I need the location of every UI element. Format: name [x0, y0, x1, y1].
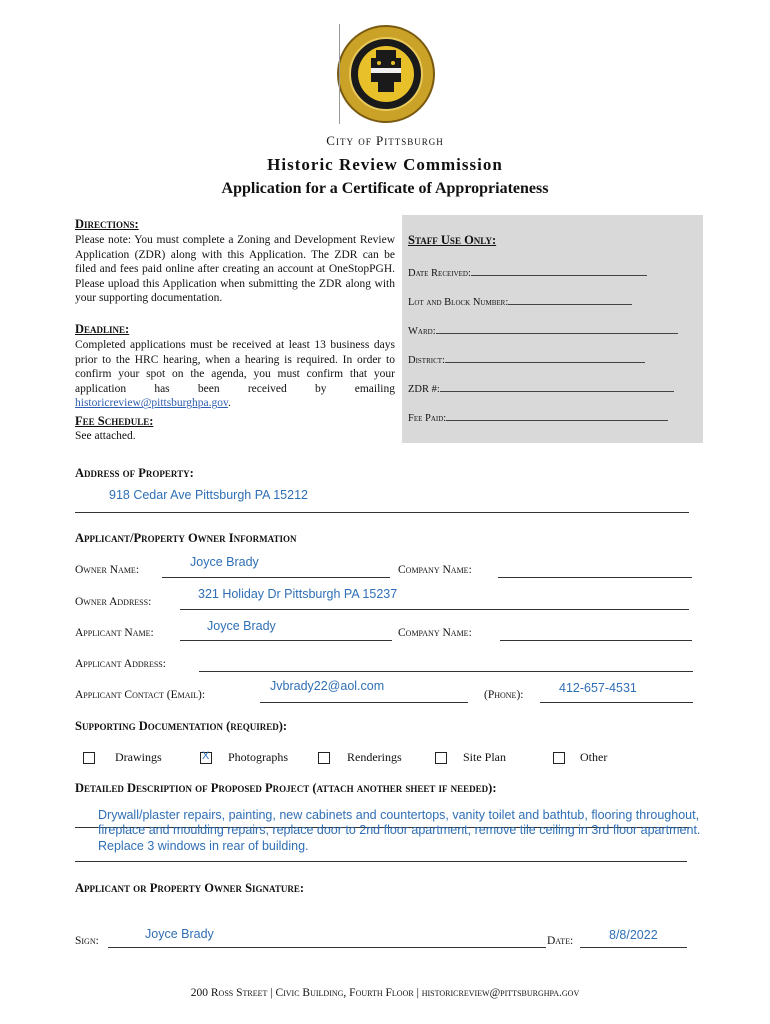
deadline-email-link[interactable]: historicreview@pittsburghpa.gov	[75, 397, 229, 410]
phone-label: (Phone):	[484, 689, 524, 701]
property-address-field[interactable]: 918 Cedar Ave Pittsburgh PA 15212	[109, 488, 308, 502]
deadline-text	[75, 338, 395, 411]
staff-use-box	[402, 215, 703, 443]
applicant-heading: Applicant/Property Owner Information	[75, 531, 297, 545]
applicant-address-line[interactable]	[199, 671, 693, 672]
other-checkbox[interactable]	[553, 752, 565, 764]
site-plan-label: Site Plan	[463, 750, 507, 764]
drawings-checkbox[interactable]	[83, 752, 95, 764]
description-heading: Detailed Description of Proposed Project (attach another sheet if needed):	[75, 781, 497, 795]
staff-date-received	[408, 265, 647, 279]
staff-lot-block	[408, 294, 632, 308]
renderings-checkbox[interactable]	[318, 752, 330, 764]
photographs-checkbox[interactable]	[200, 752, 212, 764]
contact-email-line	[260, 702, 468, 703]
sign-line	[108, 947, 546, 948]
owner-name-label: Owner Name:	[75, 564, 140, 576]
commission-title: Historic Review Commission	[267, 155, 503, 174]
owner-company-line[interactable]	[498, 577, 692, 578]
date-line	[580, 947, 687, 948]
form-title: Application for a Certificate of Appropriateness	[221, 180, 549, 197]
staff-use-heading: Staff Use Only:	[408, 233, 497, 247]
owner-address-line	[180, 609, 689, 610]
sign-field[interactable]: Joyce Brady	[145, 927, 214, 941]
owner-address-label: Owner Address:	[75, 596, 152, 608]
deadline-body: Completed applications must be received at least 13 business days prior to the HRC hearing, when a hearing is required. In order to confirm your spot on the agenda, you must confirm that your application has been received by emailing	[75, 339, 395, 395]
applicant-company-label: Company Name:	[398, 627, 472, 639]
staff-fee-paid	[408, 410, 668, 424]
staff-district-label: District:	[408, 355, 445, 366]
contact-email-label: Applicant Contact (Email):	[75, 689, 206, 701]
property-address-label: Address of Property:	[75, 466, 194, 480]
sign-label: Sign:	[75, 935, 99, 947]
fee-schedule-heading: Fee Schedule:	[75, 414, 154, 428]
contact-email-field[interactable]: Jvbrady22@aol.com	[270, 679, 385, 693]
phone-field[interactable]: 412-657-4531	[559, 681, 637, 695]
description-text-line-1[interactable]: Drywall/plaster repairs, painting, new cabinets and countertops, vanity toilet and bathtub, flooring throughout,	[98, 808, 700, 822]
staff-ward	[408, 323, 678, 337]
fee-schedule-text: See attached.	[75, 430, 136, 442]
staff-zdr-label: ZDR #:	[408, 384, 440, 395]
staff-zdr	[408, 381, 674, 395]
city-name: City of Pittsburgh	[326, 133, 444, 148]
directions-heading: Directions:	[75, 217, 139, 231]
applicant-name-field[interactable]: Joyce Brady	[207, 619, 276, 633]
site-plan-checkbox[interactable]	[435, 752, 447, 764]
seal-divider	[339, 24, 340, 124]
renderings-label: Renderings	[347, 750, 402, 764]
owner-name-field[interactable]: Joyce Brady	[190, 555, 259, 569]
description-text-line-2[interactable]: fireplace and moulding repairs, replace door to 2nd floor apartment, remove tile ceiling in 3rd floor apartment.	[98, 823, 701, 837]
deadline-end: .	[228, 397, 231, 410]
applicant-name-line	[180, 640, 392, 641]
staff-date-received-label: Date Received:	[408, 268, 471, 279]
owner-address-field[interactable]: 321 Holiday Dr Pittsburgh PA 15237	[198, 587, 398, 601]
signature-heading: Applicant or Property Owner Signature:	[75, 881, 305, 895]
city-seal	[336, 24, 436, 124]
photographs-label: Photographs	[228, 750, 288, 764]
other-label: Other	[580, 750, 608, 764]
staff-ward-label: Ward:	[408, 326, 436, 337]
supporting-heading: Supporting Documentation (required):	[75, 719, 288, 733]
description-line-2	[75, 861, 687, 862]
description-text-line-3[interactable]: Replace 3 windows in rear of building.	[98, 839, 309, 853]
applicant-name-label: Applicant Name:	[75, 627, 154, 639]
applicant-address-label: Applicant Address:	[75, 658, 166, 670]
applicant-company-line[interactable]	[500, 640, 692, 641]
owner-company-label: Company Name:	[398, 564, 472, 576]
staff-fee-paid-label: Fee Paid:	[408, 413, 447, 424]
deadline-heading: Deadline:	[75, 322, 130, 336]
date-label: Date:	[547, 935, 574, 947]
drawings-label: Drawings	[115, 750, 162, 764]
owner-name-line	[162, 577, 390, 578]
directions-text: Please note: You must complete a Zoning and Development Review Application (ZDR) along with this Application. The ZDR can be filed and fees paid online after creating an account at OneStopPGH. Please upload this Application when submitting the ZDR along with your supporting documentation.	[75, 234, 395, 305]
property-address-line	[75, 512, 689, 513]
staff-district	[408, 352, 645, 366]
phone-line	[540, 702, 693, 703]
date-field[interactable]: 8/8/2022	[609, 928, 658, 942]
photographs-check-mark: X	[202, 750, 210, 762]
staff-lot-block-label: Lot and Block Number:	[408, 297, 509, 308]
footer-address: 200 Ross Street | Civic Building, Fourth Floor | historicreview@pittsburghpa.gov	[190, 987, 580, 999]
